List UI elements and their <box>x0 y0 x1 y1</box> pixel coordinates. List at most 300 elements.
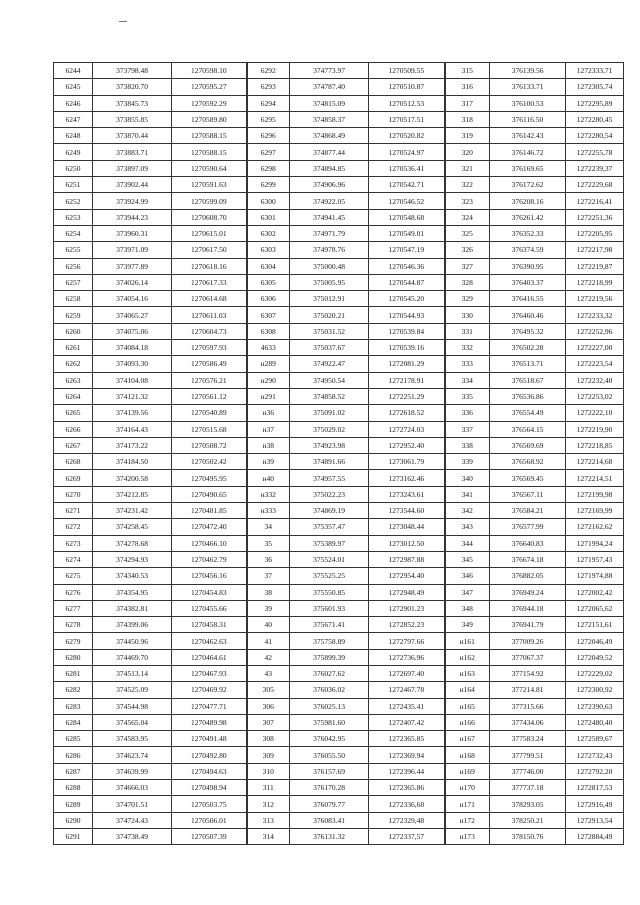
x-coordinate-cell: 377799.51 <box>490 747 566 763</box>
x-coordinate-cell: 376146.72 <box>490 144 566 160</box>
x-coordinate-cell: 374639.99 <box>93 763 172 779</box>
x-coordinate-cell: 374525.09 <box>93 682 172 698</box>
y-coordinate-cell: 1270588.15 <box>172 144 247 160</box>
y-coordinate-cell: 1272390,63 <box>566 698 624 714</box>
point-number-cell: 37 <box>247 568 290 584</box>
y-coordinate-cell: 1272046,49 <box>566 633 624 649</box>
y-coordinate-cell: 1273012.50 <box>369 535 445 551</box>
point-number-cell: 336 <box>445 405 490 421</box>
x-coordinate-cell: 375671.41 <box>290 617 369 633</box>
point-number-cell: 6286 <box>54 747 93 763</box>
y-coordinate-cell: 1272229,02 <box>566 665 624 681</box>
point-number-cell: 6277 <box>54 600 93 616</box>
table-row <box>54 535 624 551</box>
point-number-cell: 6261 <box>54 340 93 356</box>
point-number-cell: 6280 <box>54 649 93 665</box>
point-number-cell: 6279 <box>54 633 93 649</box>
x-coordinate-cell: 376568.92 <box>490 454 566 470</box>
point-number-cell: 6270 <box>54 486 93 502</box>
y-coordinate-cell: 1272817,53 <box>566 780 624 796</box>
y-coordinate-cell: 1270494.63 <box>172 763 247 779</box>
x-coordinate-cell: 374026.14 <box>93 274 172 290</box>
point-number-cell: 6303 <box>247 242 290 258</box>
point-number-cell: 327 <box>445 258 490 274</box>
y-coordinate-cell: 1272396.44 <box>369 763 445 779</box>
y-coordinate-cell: 1270595.27 <box>172 79 247 95</box>
table-row <box>54 747 624 763</box>
point-number-cell: 6258 <box>54 291 93 307</box>
x-coordinate-cell: 376518.67 <box>490 372 566 388</box>
x-coordinate-cell: 374093.30 <box>93 356 172 372</box>
point-number-cell: 6253 <box>54 209 93 225</box>
y-coordinate-cell: 1272797.66 <box>369 633 445 649</box>
point-number-cell: 6305 <box>247 274 290 290</box>
point-number-cell: 308 <box>247 731 290 747</box>
x-coordinate-cell: 374075.06 <box>93 323 172 339</box>
point-number-cell: 6265 <box>54 405 93 421</box>
x-coordinate-cell: 376584.21 <box>490 503 566 519</box>
x-coordinate-cell: 374184.50 <box>93 454 172 470</box>
point-number-cell: 6248 <box>54 128 93 144</box>
table-row <box>54 160 624 176</box>
y-coordinate-cell: 1270561.12 <box>172 388 247 404</box>
x-coordinate-cell: 374104.08 <box>93 372 172 388</box>
y-coordinate-cell: 1272954.40 <box>369 568 445 584</box>
table-row <box>54 763 624 779</box>
point-number-cell: н168 <box>445 747 490 763</box>
x-coordinate-cell: 374773.97 <box>290 63 369 79</box>
y-coordinate-cell: 1272219,90 <box>566 421 624 437</box>
y-coordinate-cell: 1270509.55 <box>369 63 445 79</box>
point-number-cell: 345 <box>445 551 490 567</box>
y-coordinate-cell: 1270512.53 <box>369 95 445 111</box>
point-number-cell: 325 <box>445 225 490 241</box>
table-row <box>54 584 624 600</box>
x-coordinate-cell: 375091.02 <box>290 405 369 421</box>
point-number-cell: н291 <box>247 388 290 404</box>
y-coordinate-cell: 1272252,96 <box>566 323 624 339</box>
x-coordinate-cell: 373944.23 <box>93 209 172 225</box>
y-coordinate-cell: 1272736.96 <box>369 649 445 665</box>
x-coordinate-cell: 376116.50 <box>490 111 566 127</box>
x-coordinate-cell: 377009.26 <box>490 633 566 649</box>
point-number-cell: 6284 <box>54 714 93 730</box>
table-row <box>54 633 624 649</box>
x-coordinate-cell: 376502.28 <box>490 340 566 356</box>
y-coordinate-cell: 1271957,43 <box>566 551 624 567</box>
x-coordinate-cell: 374200.58 <box>93 470 172 486</box>
y-coordinate-cell: 1270608.70 <box>172 209 247 225</box>
y-coordinate-cell: 1272217,98 <box>566 242 624 258</box>
y-coordinate-cell: 1272365.86 <box>369 780 445 796</box>
point-number-cell: н38 <box>247 437 290 453</box>
x-coordinate-cell: 374084.18 <box>93 340 172 356</box>
x-coordinate-cell: 374340.53 <box>93 568 172 584</box>
y-coordinate-cell: 1270547.19 <box>369 242 445 258</box>
y-coordinate-cell: 1270517.51 <box>369 111 445 127</box>
x-coordinate-cell: 377746.00 <box>490 763 566 779</box>
table-row <box>54 258 624 274</box>
y-coordinate-cell: 1270546.52 <box>369 193 445 209</box>
point-number-cell: 339 <box>445 454 490 470</box>
point-number-cell: 6285 <box>54 731 93 747</box>
x-coordinate-cell: 373902.44 <box>93 177 172 193</box>
y-coordinate-cell: 1270462.63 <box>172 633 247 649</box>
x-coordinate-cell: 374724.43 <box>93 812 172 828</box>
y-coordinate-cell: 1270456.16 <box>172 568 247 584</box>
point-number-cell: 6295 <box>247 111 290 127</box>
y-coordinate-cell: 1270466.10 <box>172 535 247 551</box>
x-coordinate-cell: 374294.93 <box>93 551 172 567</box>
point-number-cell: 320 <box>445 144 490 160</box>
table-row <box>54 437 624 453</box>
x-coordinate-cell: 374258.45 <box>93 519 172 535</box>
x-coordinate-cell: 376142.43 <box>490 128 566 144</box>
x-coordinate-cell: 375758.89 <box>290 633 369 649</box>
x-coordinate-cell: 375550.85 <box>290 584 369 600</box>
y-coordinate-cell: 1272295,89 <box>566 95 624 111</box>
y-coordinate-cell: 1272852.23 <box>369 617 445 633</box>
y-coordinate-cell: 1270544.87 <box>369 274 445 290</box>
y-coordinate-cell: 1272251.29 <box>369 388 445 404</box>
x-coordinate-cell: 374544.98 <box>93 698 172 714</box>
x-coordinate-cell: 374701.51 <box>93 796 172 812</box>
y-coordinate-cell: 1272216,41 <box>566 193 624 209</box>
x-coordinate-cell: 373977.89 <box>93 258 172 274</box>
point-number-cell: н171 <box>445 796 490 812</box>
y-coordinate-cell: 1270536.41 <box>369 160 445 176</box>
table-row <box>54 177 624 193</box>
x-coordinate-cell: 376169.65 <box>490 160 566 176</box>
point-number-cell: 6298 <box>247 160 290 176</box>
y-coordinate-cell: 1270495.95 <box>172 470 247 486</box>
point-number-cell: 6256 <box>54 258 93 274</box>
x-coordinate-cell: 376055.50 <box>290 747 369 763</box>
point-number-cell: 6293 <box>247 79 290 95</box>
y-coordinate-cell: 1272219,56 <box>566 291 624 307</box>
point-number-cell: 6283 <box>54 698 93 714</box>
point-number-cell: 6288 <box>54 780 93 796</box>
y-coordinate-cell: 1270617.33 <box>172 274 247 290</box>
x-coordinate-cell: 375029.02 <box>290 421 369 437</box>
x-coordinate-cell: 377737.18 <box>490 780 566 796</box>
x-coordinate-cell: 376172.62 <box>490 177 566 193</box>
point-number-cell: 349 <box>445 617 490 633</box>
point-number-cell: н167 <box>445 731 490 747</box>
table-row <box>54 731 624 747</box>
x-coordinate-cell: 374399.06 <box>93 617 172 633</box>
point-number-cell: 346 <box>445 568 490 584</box>
x-coordinate-cell: 374623.74 <box>93 747 172 763</box>
point-number-cell: 6260 <box>54 323 93 339</box>
y-coordinate-cell: 1272337,57 <box>369 828 445 844</box>
y-coordinate-cell: 1272233,32 <box>566 307 624 323</box>
y-coordinate-cell: 1270464.61 <box>172 649 247 665</box>
y-coordinate-cell: 1272480,40 <box>566 714 624 730</box>
x-coordinate-cell: 374469.70 <box>93 649 172 665</box>
table-row <box>54 568 624 584</box>
x-coordinate-cell: 376139.56 <box>490 63 566 79</box>
x-coordinate-cell: 376352.33 <box>490 225 566 241</box>
point-number-cell: 340 <box>445 470 490 486</box>
table-row <box>54 698 624 714</box>
x-coordinate-cell: 374868.49 <box>290 128 369 144</box>
x-coordinate-cell: 374877.44 <box>290 144 369 160</box>
y-coordinate-cell: 1272162,62 <box>566 519 624 535</box>
table-row <box>54 372 624 388</box>
y-coordinate-cell: 1270604.73 <box>172 323 247 339</box>
table-row <box>54 405 624 421</box>
x-coordinate-cell: 374787.40 <box>290 79 369 95</box>
table-row <box>54 486 624 502</box>
point-number-cell: 337 <box>445 421 490 437</box>
point-number-cell: 314 <box>247 828 290 844</box>
y-coordinate-cell: 1270549.01 <box>369 225 445 241</box>
point-number-cell: 40 <box>247 617 290 633</box>
x-coordinate-cell: 376564.15 <box>490 421 566 437</box>
table-row <box>54 812 624 828</box>
point-number-cell: 342 <box>445 503 490 519</box>
table-row <box>54 356 624 372</box>
y-coordinate-cell: 1272913,54 <box>566 812 624 828</box>
table-row <box>54 665 624 681</box>
y-coordinate-cell: 1270458.31 <box>172 617 247 633</box>
x-coordinate-cell: 374164.43 <box>93 421 172 437</box>
point-number-cell: 6281 <box>54 665 93 681</box>
point-number-cell: 316 <box>445 79 490 95</box>
table-row <box>54 714 624 730</box>
point-number-cell: 6276 <box>54 584 93 600</box>
y-coordinate-cell: 1272732,43 <box>566 747 624 763</box>
point-number-cell: 330 <box>445 307 490 323</box>
x-coordinate-cell: 375020.21 <box>290 307 369 323</box>
y-coordinate-cell: 1272724.03 <box>369 421 445 437</box>
y-coordinate-cell: 1273243.61 <box>369 486 445 502</box>
y-coordinate-cell: 1272589,67 <box>566 731 624 747</box>
y-coordinate-cell: 1272251,36 <box>566 209 624 225</box>
coordinates-table-body <box>54 63 624 845</box>
x-coordinate-cell: 377154.92 <box>490 665 566 681</box>
point-number-cell: 318 <box>445 111 490 127</box>
point-number-cell: н170 <box>445 780 490 796</box>
table-row <box>54 470 624 486</box>
y-coordinate-cell: 1272901.23 <box>369 600 445 616</box>
y-coordinate-cell: 1272916,49 <box>566 796 624 812</box>
point-number-cell: 347 <box>445 584 490 600</box>
x-coordinate-cell: 374354.95 <box>93 584 172 600</box>
x-coordinate-cell: 373870.44 <box>93 128 172 144</box>
point-number-cell: 6255 <box>54 242 93 258</box>
point-number-cell: 6294 <box>247 95 290 111</box>
y-coordinate-cell: 1270489.98 <box>172 714 247 730</box>
x-coordinate-cell: 376882.05 <box>490 568 566 584</box>
y-coordinate-cell: 1272987.88 <box>369 551 445 567</box>
point-number-cell: н290 <box>247 372 290 388</box>
x-coordinate-cell: 376042.95 <box>290 731 369 747</box>
point-number-cell: 338 <box>445 437 490 453</box>
x-coordinate-cell: 376261.42 <box>490 209 566 225</box>
x-coordinate-cell: 374212.85 <box>93 486 172 502</box>
x-coordinate-cell: 374906.96 <box>290 177 369 193</box>
point-number-cell: 6247 <box>54 111 93 127</box>
y-coordinate-cell: 1270492.80 <box>172 747 247 763</box>
point-number-cell: 6275 <box>54 568 93 584</box>
point-number-cell: н40 <box>247 470 290 486</box>
point-number-cell: 43 <box>247 665 290 681</box>
x-coordinate-cell: 373924.99 <box>93 193 172 209</box>
table-row <box>54 128 624 144</box>
table-row <box>54 340 624 356</box>
y-coordinate-cell: 1273544.60 <box>369 503 445 519</box>
point-number-cell: 6244 <box>54 63 93 79</box>
x-coordinate-cell: 377434.06 <box>490 714 566 730</box>
x-coordinate-cell: 377583.24 <box>490 731 566 747</box>
point-number-cell: 6250 <box>54 160 93 176</box>
y-coordinate-cell: 1272223,54 <box>566 356 624 372</box>
y-coordinate-cell: 1270614.68 <box>172 291 247 307</box>
point-number-cell: 6302 <box>247 225 290 241</box>
point-number-cell: 334 <box>445 372 490 388</box>
y-coordinate-cell: 1270618.16 <box>172 258 247 274</box>
point-number-cell: 6297 <box>247 144 290 160</box>
y-coordinate-cell: 1272081.29 <box>369 356 445 372</box>
point-number-cell: 310 <box>247 763 290 779</box>
x-coordinate-cell: 374231.42 <box>93 503 172 519</box>
x-coordinate-cell: 376036.02 <box>290 682 369 698</box>
y-coordinate-cell: 1272948.49 <box>369 584 445 600</box>
table-row <box>54 388 624 404</box>
y-coordinate-cell: 1272336,68 <box>369 796 445 812</box>
point-number-cell: 6278 <box>54 617 93 633</box>
y-coordinate-cell: 1270586.49 <box>172 356 247 372</box>
y-coordinate-cell: 1273061.79 <box>369 454 445 470</box>
point-number-cell: 34 <box>247 519 290 535</box>
x-coordinate-cell: 376133.71 <box>490 79 566 95</box>
y-coordinate-cell: 1270515.68 <box>172 421 247 437</box>
x-coordinate-cell: 374891.66 <box>290 454 369 470</box>
x-coordinate-cell: 374382.81 <box>93 600 172 616</box>
coordinates-table <box>53 62 624 845</box>
point-number-cell: 306 <box>247 698 290 714</box>
table-row <box>54 617 624 633</box>
y-coordinate-cell: 1272407.42 <box>369 714 445 730</box>
point-number-cell: 6304 <box>247 258 290 274</box>
table-row <box>54 503 624 519</box>
x-coordinate-cell: 374894.85 <box>290 160 369 176</box>
x-coordinate-cell: 376513.71 <box>490 356 566 372</box>
x-coordinate-cell: 376944.18 <box>490 600 566 616</box>
y-coordinate-cell: 1272205,95 <box>566 225 624 241</box>
x-coordinate-cell: 375037.67 <box>290 340 369 356</box>
y-coordinate-cell: 1270597.93 <box>172 340 247 356</box>
y-coordinate-cell: 1270542.71 <box>369 177 445 193</box>
y-coordinate-cell: 1270590.64 <box>172 160 247 176</box>
y-coordinate-cell: 1270548.68 <box>369 209 445 225</box>
x-coordinate-cell: 376949.24 <box>490 584 566 600</box>
point-number-cell: н165 <box>445 698 490 714</box>
y-coordinate-cell: 1270545.20 <box>369 291 445 307</box>
x-coordinate-cell: 377067.37 <box>490 649 566 665</box>
x-coordinate-cell: 374513.14 <box>93 665 172 681</box>
point-number-cell: 343 <box>445 519 490 535</box>
point-number-cell: 38 <box>247 584 290 600</box>
point-number-cell: н163 <box>445 665 490 681</box>
y-coordinate-cell: 1270467.93 <box>172 665 247 681</box>
x-coordinate-cell: 374957.55 <box>290 470 369 486</box>
x-coordinate-cell: 378150.76 <box>490 828 566 844</box>
y-coordinate-cell: 1272884,49 <box>566 828 624 844</box>
y-coordinate-cell: 1270591.63 <box>172 177 247 193</box>
x-coordinate-cell: 376083.41 <box>290 812 369 828</box>
y-coordinate-cell: 1272952.40 <box>369 437 445 453</box>
y-coordinate-cell: 1270598.10 <box>172 63 247 79</box>
point-number-cell: 6266 <box>54 421 93 437</box>
y-coordinate-cell: 1270617.50 <box>172 242 247 258</box>
x-coordinate-cell: 376390.95 <box>490 258 566 274</box>
point-number-cell: 6245 <box>54 79 93 95</box>
point-number-cell: 6300 <box>247 193 290 209</box>
x-coordinate-cell: 375525.25 <box>290 568 369 584</box>
point-number-cell: 6290 <box>54 812 93 828</box>
y-coordinate-cell: 1271974,88 <box>566 568 624 584</box>
point-number-cell: н161 <box>445 633 490 649</box>
table-row <box>54 144 624 160</box>
table-row <box>54 95 624 111</box>
page-mark <box>119 21 127 22</box>
x-coordinate-cell: 374139.56 <box>93 405 172 421</box>
y-coordinate-cell: 1270615.01 <box>172 225 247 241</box>
table-row <box>54 209 624 225</box>
y-coordinate-cell: 1270592.29 <box>172 95 247 111</box>
point-number-cell: 4633 <box>247 340 290 356</box>
y-coordinate-cell: 1272697.40 <box>369 665 445 681</box>
table-row <box>54 796 624 812</box>
table-row <box>54 828 624 844</box>
y-coordinate-cell: 1270469.92 <box>172 682 247 698</box>
y-coordinate-cell: 1273162.46 <box>369 470 445 486</box>
x-coordinate-cell: 376941.79 <box>490 617 566 633</box>
y-coordinate-cell: 1270498.94 <box>172 780 247 796</box>
table-row <box>54 600 624 616</box>
x-coordinate-cell: 374173.22 <box>93 437 172 453</box>
y-coordinate-cell: 1272369.94 <box>369 747 445 763</box>
y-coordinate-cell: 1272255,78 <box>566 144 624 160</box>
point-number-cell: 6306 <box>247 291 290 307</box>
table-row <box>54 780 624 796</box>
y-coordinate-cell: 1272065,62 <box>566 600 624 616</box>
x-coordinate-cell: 374666.03 <box>93 780 172 796</box>
x-coordinate-cell: 374583.95 <box>93 731 172 747</box>
y-coordinate-cell: 1270472.40 <box>172 519 247 535</box>
y-coordinate-cell: 1272467.78 <box>369 682 445 698</box>
point-number-cell: 317 <box>445 95 490 111</box>
x-coordinate-cell: 375389.97 <box>290 535 369 551</box>
point-number-cell: н289 <box>247 356 290 372</box>
point-number-cell: 323 <box>445 193 490 209</box>
point-number-cell: 6246 <box>54 95 93 111</box>
x-coordinate-cell: 376131.32 <box>290 828 369 844</box>
table-row <box>54 291 624 307</box>
y-coordinate-cell: 1270506.01 <box>172 812 247 828</box>
x-coordinate-cell: 376554.49 <box>490 405 566 421</box>
point-number-cell: н162 <box>445 649 490 665</box>
table-row <box>54 454 624 470</box>
x-coordinate-cell: 375981.60 <box>290 714 369 730</box>
x-coordinate-cell: 376674.18 <box>490 551 566 567</box>
x-coordinate-cell: 376536.86 <box>490 388 566 404</box>
x-coordinate-cell: 374121.32 <box>93 388 172 404</box>
point-number-cell: 6301 <box>247 209 290 225</box>
